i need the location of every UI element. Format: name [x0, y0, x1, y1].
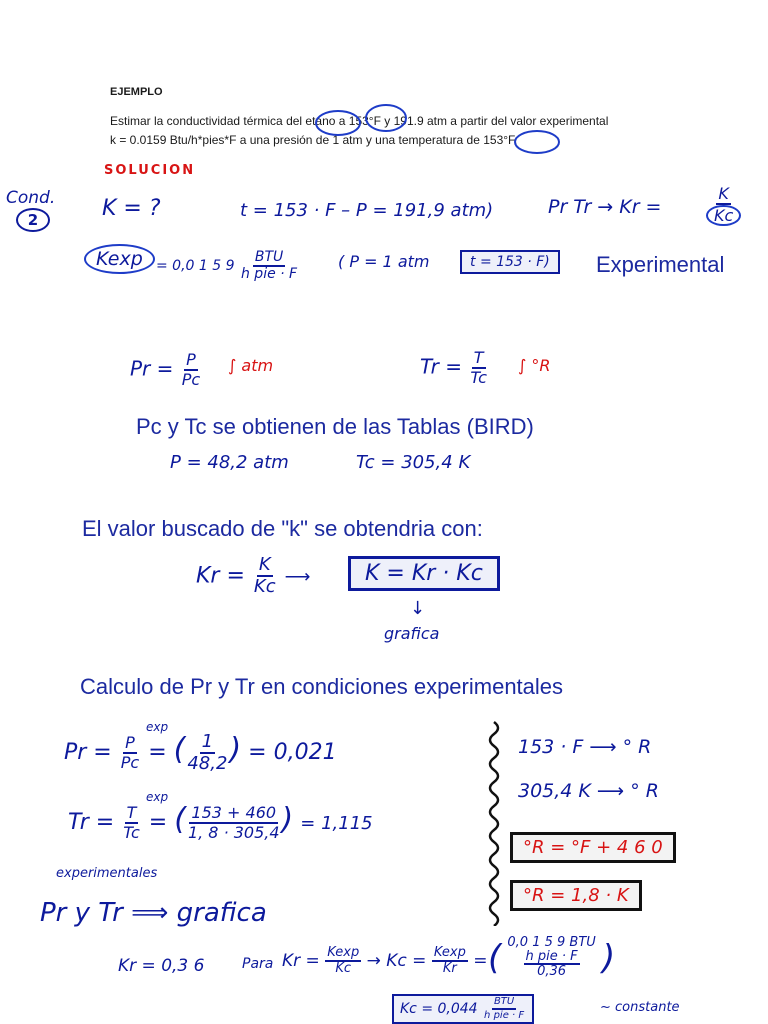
problem-line-1: Estimar la conductividad térmica del etano a 153°F y 191.9 atm a partir del valor experimental	[110, 114, 609, 128]
kr-value: Kr = 0,3 6	[118, 956, 205, 976]
pr-calc-lhs: Pr =	[64, 740, 112, 765]
kr-formula-num: K	[258, 554, 271, 575]
final-kr-lhs: Kr =	[282, 950, 320, 971]
experimentales-label: experimentales	[56, 866, 158, 881]
constante-label: ~ constante	[600, 1000, 680, 1015]
final-answer-unit-den: h pie · F	[484, 1009, 525, 1021]
kr-relation	[282, 946, 488, 976]
final-big-num: 0,0 1 5 9 BTU	[507, 935, 596, 950]
tc-value: Tc = 305,4 K	[356, 452, 471, 473]
tr-calculation: Tr = $\frac{T}{Tc}$ = ( $\frac{153 + 460}{1, 8 \cdot 305,4}$ ) = 1,115	[68, 802, 373, 842]
tr-calc-inner-den: 1, 8 · 305,4	[187, 822, 280, 842]
final-big-fraction: ( 0,0 1 5 9 BTU h pie · F 0,36 )	[488, 935, 616, 980]
wavy-divider	[484, 720, 504, 926]
kexp-value	[156, 250, 299, 282]
kexp-unit-num: BTU	[254, 249, 284, 265]
tr-calc-inner-num: 153 + 460	[191, 802, 277, 822]
tr-calc-num: T	[126, 802, 137, 822]
kexp-number: = 0,0 1 5 9	[156, 258, 235, 275]
kr-formula-lhs: Kr =	[196, 563, 245, 589]
kr-formula-den: Kc	[253, 575, 276, 597]
rankine-from-f-box: °R = °F + 4 6 0	[510, 832, 676, 863]
tr-calc-result: = 1,115	[300, 813, 373, 834]
para-label: Para	[242, 956, 274, 972]
cond-label: Cond.	[6, 188, 56, 208]
cond-number: 2	[16, 208, 50, 232]
k-formula-box: K = Kr · Kc	[348, 556, 500, 591]
final-kr-num: Kexp	[327, 945, 360, 960]
calc-text: Calculo de Pr y Tr en condiciones experimentales	[80, 674, 564, 699]
pr-calc-den: Pc	[120, 752, 140, 772]
pr-den: Pc	[181, 369, 201, 389]
conversion-f-to-r: 153 · F ⟶ ° R	[518, 736, 652, 758]
kr-fraction	[706, 186, 741, 226]
tr-calc-den: Tc	[123, 822, 140, 842]
example-title: EJEMPLO	[110, 86, 163, 98]
pc-value: P = 48,2 atm	[170, 452, 289, 473]
kexp-pressure: ( P = 1 atm	[338, 252, 430, 271]
tr-den: Tc	[470, 367, 487, 387]
solucion-label: SOLUCION	[104, 163, 196, 178]
pr-num: P	[186, 350, 196, 369]
kexp-temp-box: t = 153 · F)	[460, 250, 560, 274]
pr-lhs: Pr =	[130, 356, 174, 381]
tr-calc-lhs: Tr =	[68, 810, 115, 835]
final-big-den: 0,36	[537, 964, 567, 980]
tr-exp-superscript: exp	[146, 790, 169, 804]
tr-unit: ∫ °R	[518, 356, 551, 375]
pr-calculation: Pr = $\frac{P}{Pc}$ = ( $\frac{1}{48,2}$ ) = 0,021	[64, 730, 337, 774]
valor-text: El valor buscado de "k" se obtendria con:	[82, 516, 483, 541]
pr-definition	[130, 352, 202, 388]
kexp-unit-den: h pie · F	[240, 265, 298, 282]
pr-tr-kr: Pr Tr → Kr =	[548, 196, 662, 218]
pr-calc-inner-num: 1	[201, 730, 214, 752]
rankine-from-k-box: °R = 1,8 · K	[510, 880, 642, 911]
pr-calc-result: = 0,021	[248, 740, 337, 765]
experimental-label: Experimental	[596, 252, 725, 277]
conditions-t-p: t = 153 · F – P = 191,9 atm)	[240, 200, 494, 221]
tr-lhs: Tr =	[420, 354, 463, 379]
final-answer-box	[392, 994, 534, 1024]
down-arrow-icon: ↓	[410, 598, 426, 619]
problem-line-2: k = 0.0159 Btu/h*pies*F a una presión de 1 atm y una temperatura de 153°F.	[110, 133, 518, 147]
final-big-num-unit: h pie · F	[525, 948, 578, 964]
final-arrow: →	[366, 950, 381, 971]
pr-calc-num: P	[125, 732, 135, 752]
pr-tr-grafica: Pr y Tr ⟹ grafica	[40, 898, 267, 928]
conversion-k-to-r: 305,4 K ⟶ ° R	[518, 780, 659, 802]
pr-calc-inner-den: 48,2	[187, 752, 228, 774]
pr-unit: ∫ atm	[228, 356, 274, 375]
kexp-label: Kexp	[84, 244, 155, 274]
kr-formula: Kr = $\frac{K}{Kc}$ ⟶	[196, 554, 311, 597]
final-kr-den: Kc	[335, 960, 352, 976]
final-answer-unit-num: BTU	[492, 997, 516, 1010]
tr-definition	[420, 350, 489, 386]
grafica-label: grafica	[384, 624, 440, 643]
kr-num: K	[718, 184, 729, 203]
k-unknown: K = ?	[102, 196, 161, 221]
pr-calc-eq: =	[148, 740, 167, 765]
final-kc-num: Kexp	[433, 945, 466, 960]
final-eq: =	[473, 950, 488, 971]
final-answer-value: Kc = 0,044	[400, 1000, 478, 1017]
kr-den: Kc	[706, 205, 741, 227]
tr-num: T	[473, 348, 484, 367]
pr-exp-superscript: exp	[146, 720, 169, 734]
final-kc-lhs: Kc =	[386, 950, 427, 971]
final-kc-den: Kr	[442, 960, 457, 976]
tr-calc-eq: =	[148, 810, 168, 835]
tables-text: Pc y Tc se obtienen de las Tablas (BIRD)	[136, 414, 534, 439]
